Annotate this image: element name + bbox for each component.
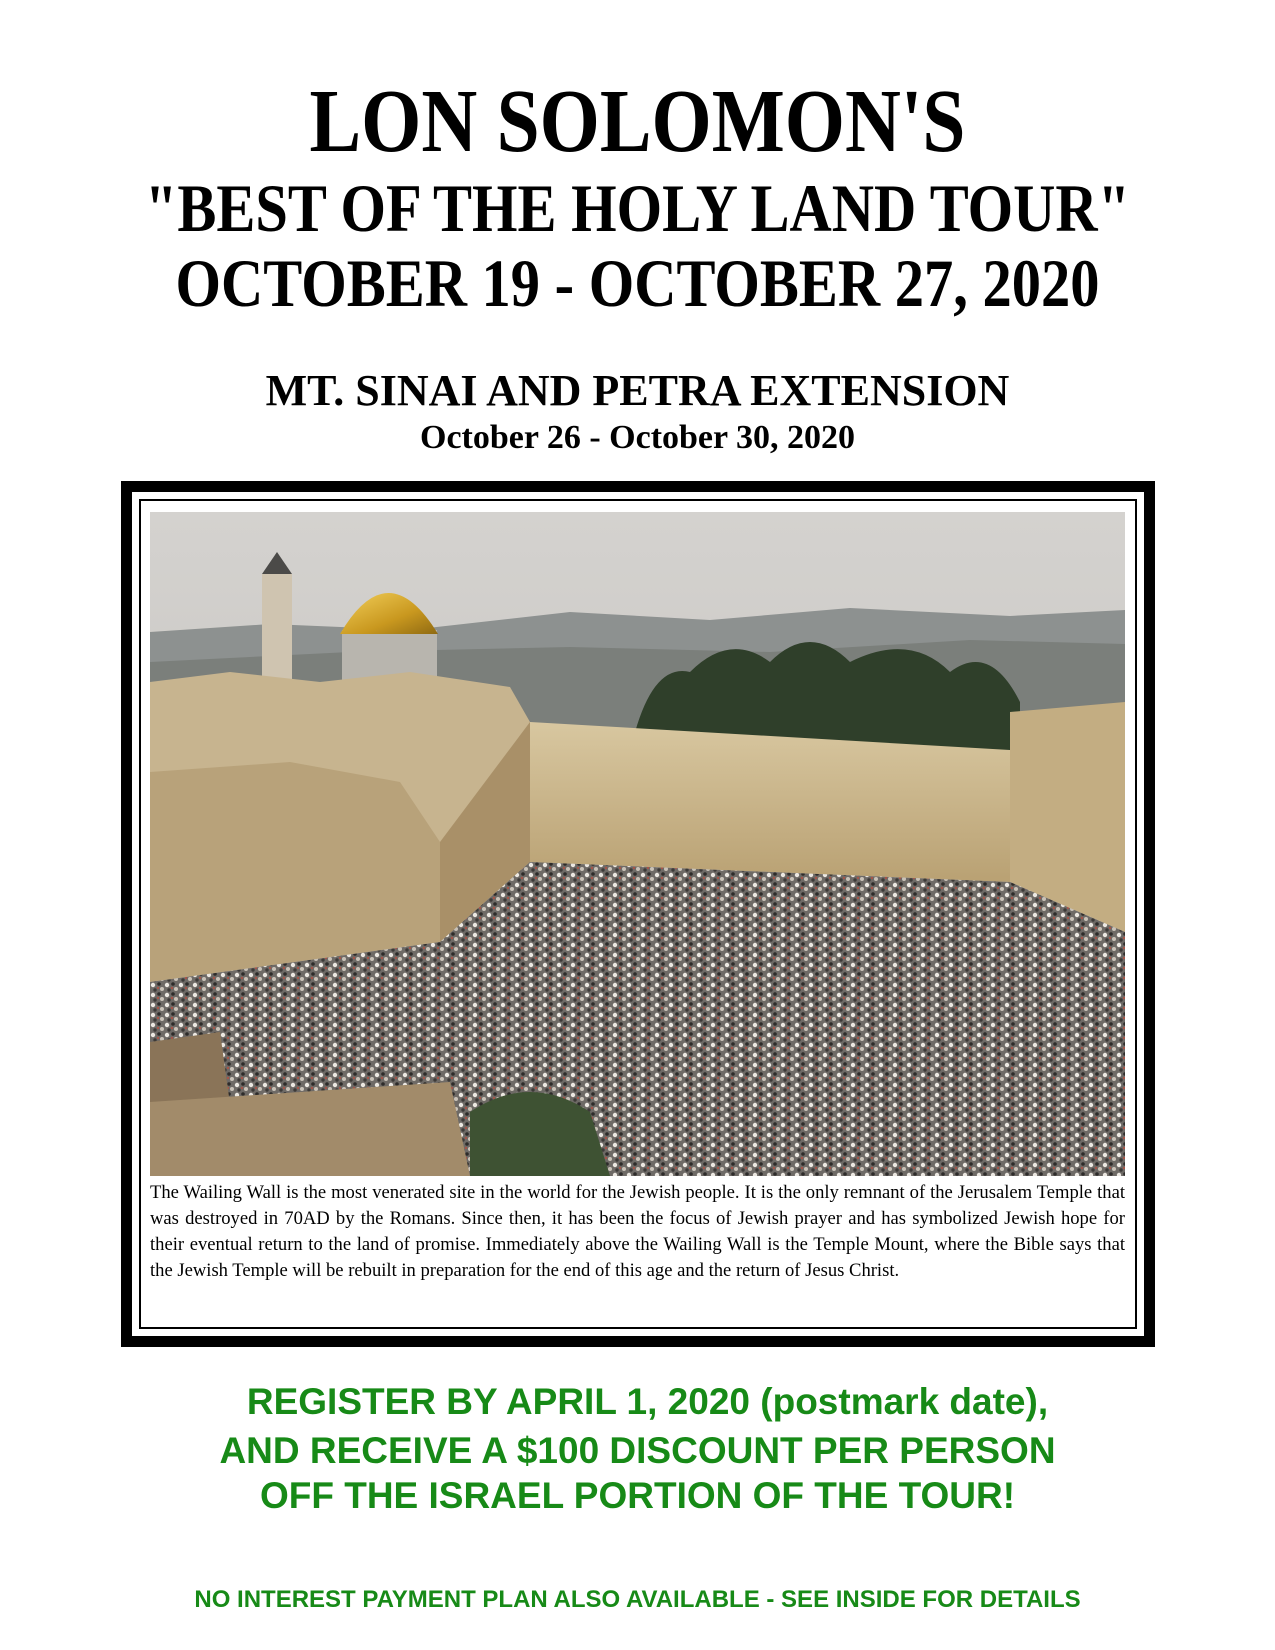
registration-deadline: REGISTER BY APRIL 1, 2020 (postmark date), [246, 1381, 1049, 1422]
wailing-wall-photo [150, 512, 1125, 1176]
extension-title: MT. SINAI AND PETRA EXTENSION [265, 366, 1010, 415]
discount-scope: OFF THE ISRAEL PORTION OF THE TOUR! [259, 1475, 1016, 1516]
tour-name-title: "BEST OF THE HOLY LAND TOUR" [144, 170, 1131, 246]
payment-plan-note: NO INTEREST PAYMENT PLAN ALSO AVAILABLE - SEE INSIDE FOR DETAILS [194, 1586, 1081, 1613]
discount-offer: AND RECEIVE A $100 DISCOUNT PER PERSON [219, 1430, 1056, 1471]
tour-host-title: LON SOLOMON'S [309, 72, 966, 171]
photo-caption: The Wailing Wall is the most venerated site in the world for the Jewish people. It is the only remnant of the Jerusalem Temple that was destroyed in 70AD by the Romans. Since then, it has been the focus of Jewish prayer and has symbolized Jewish hope for their eventual return to the land of promise. Immediately above the Wailing Wall is the Temple Mount, where the Bible says that the Jewish Temple will be rebuilt in preparation for the end of this age and the return of Jesus Christ. [150, 1182, 1125, 1281]
extension-dates: October 26 - October 30, 2020 [420, 419, 855, 456]
tour-dates: OCTOBER 19 - OCTOBER 27, 2020 [175, 245, 1100, 321]
